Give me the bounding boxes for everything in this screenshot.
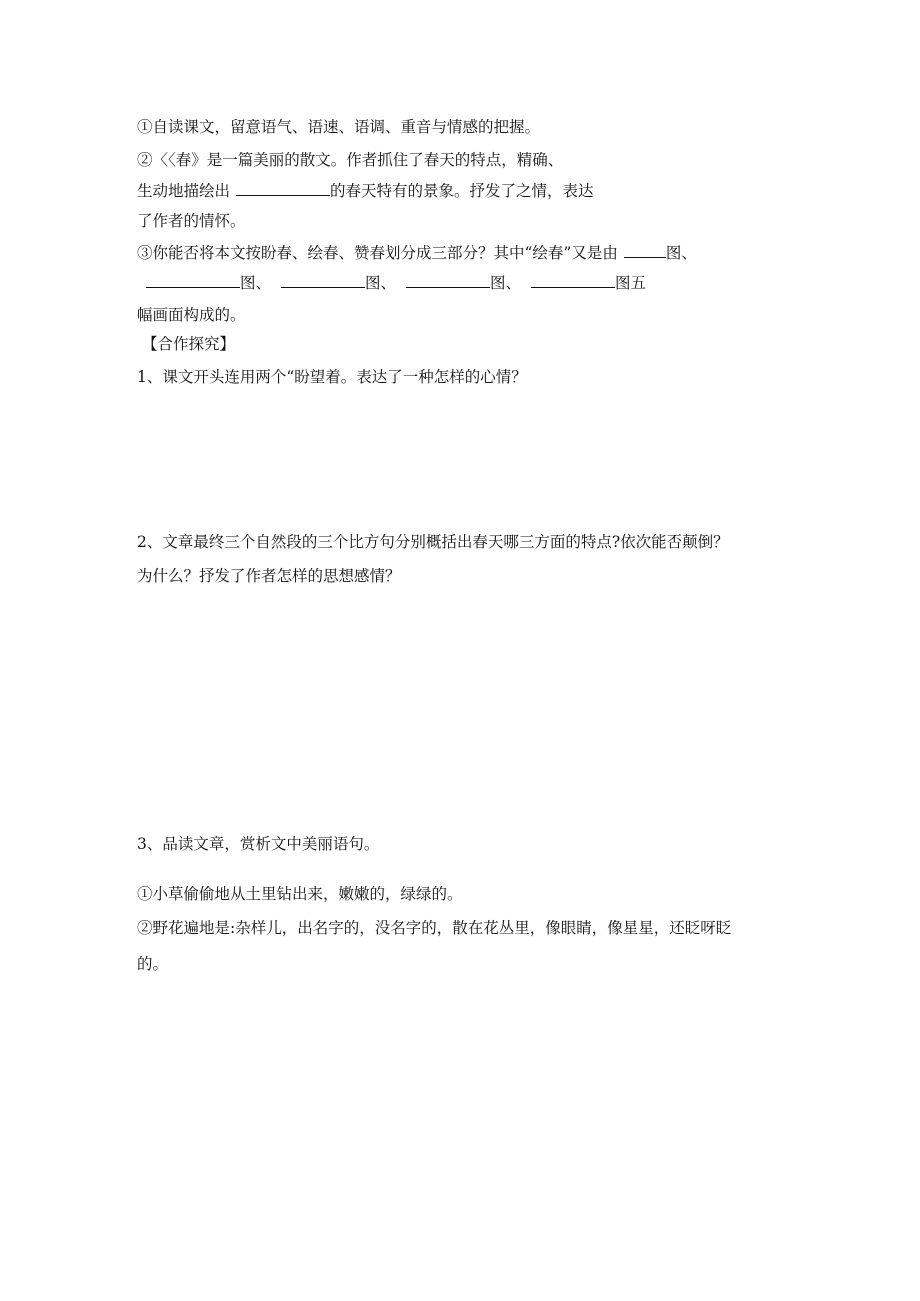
- question-3-sentence-2-line-2: 的。: [137, 955, 169, 973]
- preview-item-2-text-a: 生动地描绘出: [137, 182, 231, 200]
- preview-item-1: ①自读课文，留意语气、语速、语调、重音与情感的把握。: [137, 118, 541, 136]
- fill-in-blank[interactable]: [406, 273, 490, 288]
- preview-item-3-text: ③你能否将本文按盼春、绘春、赞春划分成三部分？其中“绘春”又是由: [137, 244, 618, 262]
- preview-item-3-line-1: [137, 243, 697, 263]
- section-heading: 【合作探究】: [142, 335, 236, 353]
- blank-suffix: 图、: [240, 274, 272, 292]
- question-2-line-1: 2、文章最终三个自然段的三个比方句分别概括出春天哪三方面的特点?依次能否颠倒？: [137, 533, 729, 551]
- question-3-sentence-2-line-1: ②野花遍地是:杂样儿，出名字的，没名字的，散在花丛里，像眼睛，像星星，还眨呀眨: [137, 919, 732, 937]
- preview-item-2-text-b: 的春天特有的景象。抒发了之情，表达: [330, 182, 594, 200]
- preview-item-3-line-2: [146, 273, 646, 293]
- preview-item-2-line-1: ②〈〈春》是一篇美丽的散文。作者抓住了春天的特点，精确、: [137, 151, 564, 169]
- blank-suffix: 图、: [490, 274, 522, 292]
- blank-suffix: 图五: [615, 274, 647, 292]
- preview-item-3-suffix: 图、: [665, 244, 697, 262]
- blank-suffix: 图、: [365, 274, 397, 292]
- preview-item-2-line-2: [137, 181, 594, 201]
- question-3-sentence-1: ①小草偷偷地从土里钻出来，嫩嫩的，绿绿的。: [137, 885, 463, 903]
- fill-in-blank[interactable]: [146, 273, 240, 288]
- question-3: 3、品读文章，赏析文中美丽语句。: [137, 835, 380, 853]
- fill-in-blank[interactable]: [531, 273, 615, 288]
- question-1: 1、课文开头连用两个“盼望着。表达了一种怎样的心情？: [137, 368, 527, 386]
- fill-in-blank[interactable]: [624, 243, 666, 258]
- fill-in-blank[interactable]: [236, 181, 330, 196]
- fill-in-blank[interactable]: [281, 273, 365, 288]
- preview-item-2-line-3: 了作者的情怀。: [137, 212, 246, 230]
- preview-item-3-line-3: 幅画面构成的。: [137, 306, 246, 324]
- question-2-line-2: 为什么？抒发了作者怎样的思想感情？: [137, 567, 401, 585]
